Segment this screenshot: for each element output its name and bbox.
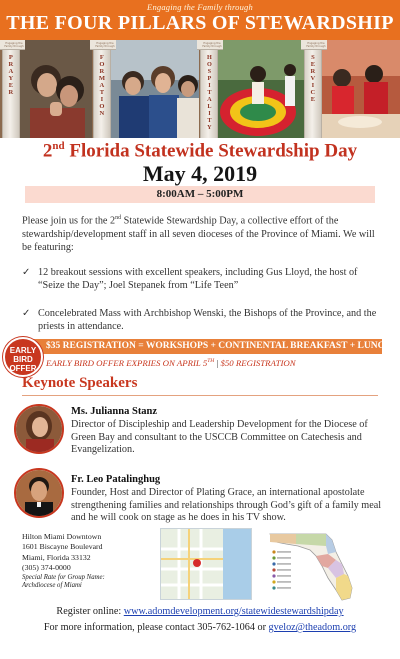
- venue-note-group: Archdiocese of Miami: [22, 582, 82, 590]
- intro-text-2: Statewide Stewardship Day, a collective effort of the stewardship/development staff in all seven dioceses of the Province of Miami. We will be featuring:: [22, 215, 375, 254]
- speaker-name: Fr. Leo Patalinghug: [71, 474, 161, 485]
- intro-text-1: Please join us for the 2: [22, 215, 116, 227]
- intro-sup: nd: [115, 215, 122, 221]
- photo-formation: [111, 40, 199, 138]
- feature-bullet: [22, 266, 379, 293]
- venue-map: [160, 528, 252, 600]
- checkmark-icon: ✓: [22, 267, 31, 278]
- pillar-cap-text: Engaging the Family through: [4, 42, 24, 48]
- intro-paragraph: [22, 212, 379, 255]
- photo-hospitality: [218, 40, 304, 138]
- early-bird-text: EARLY BIRD OFFER EXPRIES ON APRIL 5: [46, 357, 208, 368]
- page-title: THE FOUR PILLARS OF STEWARDSHIP: [6, 12, 394, 34]
- register-line: [0, 606, 400, 617]
- event-title-suffix: nd: [52, 140, 65, 152]
- feature-bullet: [22, 307, 379, 334]
- pillar-hospitality: [200, 40, 222, 138]
- venue-address: [22, 532, 152, 590]
- event-title-rest: Florida Statewide Stewardship Day: [64, 140, 358, 162]
- pillar-cap-text: Engaging the Family through: [306, 42, 326, 48]
- separator: |: [214, 357, 221, 368]
- pillar-cap-text: Engaging the Family through: [202, 42, 222, 48]
- header-banner: [0, 0, 400, 40]
- early-bird-price: $50 REGISTRATION: [220, 357, 296, 368]
- feature-bullet-text: 12 breakout sessions with excellent speakers, including Gus Lloyd, the host of “Seize the Day”; Joel Stepanek from “Life Teen”: [38, 267, 358, 292]
- event-date: May 4, 2019: [142, 161, 258, 186]
- early-bird-note: [25, 355, 382, 369]
- badge-line: EARLY: [9, 346, 37, 355]
- avatar: [14, 404, 64, 454]
- badge-line: OFFER: [9, 364, 37, 373]
- photo-banner: [0, 40, 400, 138]
- avatar: [14, 468, 64, 518]
- header-tagline: Engaging the Family through: [147, 2, 253, 12]
- pillar-word-hospitality: HOSPITALITY: [205, 54, 213, 131]
- florida-dioceses-map: [266, 526, 366, 602]
- pillar-word-formation: FORMATION: [98, 54, 106, 117]
- venue-note: Special Rate for Group Name:: [22, 573, 105, 581]
- register-label: Register online:: [56, 606, 124, 617]
- speaker-bio: Director of Discipleship and Leadership Development for the Diocese of Green Bay and consultant to the USCCB Committee on Catechesis and Evangelization.: [71, 419, 368, 456]
- pillar-service: [304, 40, 326, 138]
- pillar-cap-text: Engaging the Family through: [95, 42, 115, 48]
- early-bird-sup: TH: [207, 358, 215, 364]
- venue-phone: (305) 374-0000: [22, 563, 71, 573]
- speaker-name: Ms. Julianna Stanz: [71, 406, 158, 417]
- venue-street: 1601 Biscayne Boulevard: [22, 542, 103, 552]
- event-time: 8:00AM – 5:00PM: [25, 186, 375, 203]
- divider: [22, 395, 378, 396]
- badge-line: BIRD: [13, 355, 33, 364]
- keynote-heading: Keynote Speakers: [22, 375, 138, 391]
- map-pin-icon: [193, 559, 201, 567]
- venue-city: Miami, Florida 33132: [22, 552, 91, 562]
- contact-line: [0, 622, 400, 633]
- pillar-formation: [93, 40, 115, 138]
- pillar-word-service: SERVICE: [309, 54, 317, 103]
- photo-prayer: [20, 40, 92, 138]
- register-link[interactable]: www.adomdevelopment.org/statewidestewardshipday: [123, 606, 344, 617]
- speaker-bio: Founder, Host and Director of Plating Grace, an international apostolate strengthening families and relationships through God’s gift of a family meal and he will cook on stage as he does in his TV show.: [71, 487, 382, 524]
- contact-label: For more information, please contact 305-762-1064 or: [43, 622, 269, 633]
- checkmark-icon: ✓: [22, 308, 31, 319]
- pillar-prayer: [2, 40, 24, 138]
- early-bird-badge: [3, 337, 43, 377]
- registration-banner: $35 REGISTRATION = WORKSHOPS + CONTINENTAL BREAKFAST + LUNCH: [25, 339, 382, 354]
- event-title-ordinal: 2: [42, 140, 53, 162]
- contact-email-link[interactable]: gveloz@theadom.org: [268, 622, 357, 633]
- event-title: [0, 140, 400, 162]
- pillar-word-prayer: PRAYER: [7, 54, 15, 96]
- feature-bullet-text: Concelebrated Mass with Archbishop Wenski, the Bishops of the Province, and the priests in attendance.: [38, 308, 377, 333]
- venue-name: Hilton Miami Downtown: [22, 532, 102, 541]
- photo-service: [322, 40, 400, 138]
